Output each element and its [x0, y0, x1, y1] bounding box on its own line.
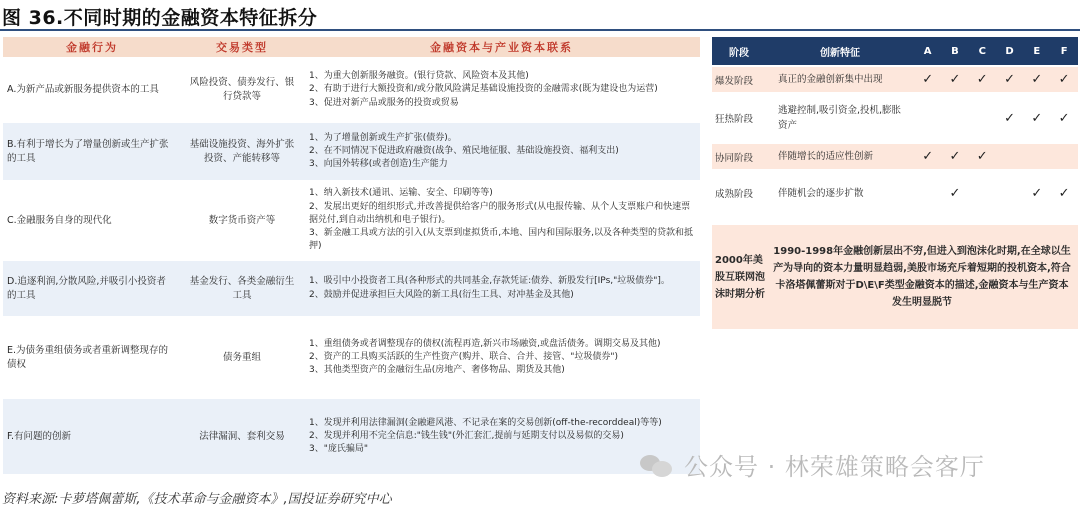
link-item: 2、有助于进行大额投资和/或分散风险满足基础设施投资的金融需求(既为建设也为运营) — [309, 84, 658, 95]
financial-behavior-table — [3, 37, 700, 474]
stage-row — [712, 169, 1078, 215]
check-mark: ✓ — [1058, 185, 1070, 201]
header-col-a: A — [923, 45, 932, 57]
header-behavior: 金融行为 — [66, 41, 118, 54]
header-links: 金融资本与产业资本联系 — [430, 41, 573, 54]
link-item: 1、吸引中小投资者工具(各种形式的共同基金,存款凭证:债券、新股发行[IPs,"垃圾债券"]。 — [309, 276, 670, 287]
table-row — [3, 122, 700, 180]
watermark-text: 公众号 · 林荣雄策略会客厅 — [684, 453, 985, 481]
header-col-b: B — [951, 45, 959, 57]
link-item: 1、为重大创新服务融资。(银行贷款、风险资本及其他) — [309, 71, 529, 82]
type-cell: 债务重组 — [222, 351, 261, 363]
check-mark: ✓ — [1004, 72, 1015, 87]
check-mark: ✓ — [949, 72, 961, 87]
behavior-cell: C.金融服务自身的现代化 — [7, 214, 112, 226]
check-mark: ✓ — [1004, 110, 1015, 126]
check-mark: ✓ — [949, 185, 961, 201]
type-cell: 基金发行、各类金融衍生工具 — [189, 275, 295, 301]
stage-row — [712, 142, 1078, 169]
behavior-cell: B.有利于增长为了增量创新或生产扩张的工具 — [7, 138, 169, 164]
feature-cell: 伴随增长的适应性创新 — [778, 151, 874, 162]
source-note: 资料来源:卡萝塔佩蕾斯,《技术革命与金融资本》,国投证券研究中心 — [2, 492, 392, 507]
links-cell — [303, 317, 700, 398]
links-cell — [303, 123, 700, 180]
link-item: 3、向国外转移(或者创造)生产能力 — [309, 159, 448, 170]
check-mark: ✓ — [1058, 72, 1070, 87]
links-cell — [303, 58, 700, 122]
behavior-cell: A.为新产品或新服务提供资本的工具 — [7, 84, 159, 95]
link-item: 1、为了增量创新或生产扩张(债券)。 — [309, 132, 457, 143]
link-item: 2、资产的工具购买活跃的生产性资产(购并、联合、合并、接管、"垃圾债券") — [309, 351, 619, 362]
table-row — [3, 57, 700, 122]
note-label: 2000年美股互联网泡沫时期分析 — [715, 254, 765, 300]
feature-cell: 逃避控制,吸引资金,投机,膨胀资产 — [778, 105, 902, 131]
link-item: 2、发现并利用不完全信息:"钱生钱"(外汇套汇,提前与延期支付以及易似的交易) — [309, 430, 624, 441]
table-header — [3, 37, 700, 57]
stage-feature-table — [712, 37, 1078, 329]
type-cell: 风险投资、债券发行、银行贷款等 — [189, 77, 295, 102]
stage-row — [712, 92, 1078, 142]
check-mark: ✓ — [1031, 185, 1043, 201]
check-mark: ✓ — [922, 149, 934, 164]
stage-cell: 协同阶段 — [715, 152, 754, 164]
figure-title: 图 36.不同时期的金融资本特征拆分 — [2, 7, 318, 29]
table-row — [3, 180, 700, 260]
link-item: 2、在不同情况下促进政府融资(战争、殖民地征服、基础设施投资、福利支出) — [309, 145, 619, 156]
link-item: 3、其他类型资产的金融衍生品(房地产、奢侈物品、期货及其他) — [309, 365, 565, 376]
behavior-cell: D.追逐利润,分散风险,并吸引小投资者的工具 — [7, 275, 166, 301]
header-type: 交易类型 — [216, 41, 268, 54]
link-item: 1、纳入新技术(通讯、运输、安全、印刷等等) — [309, 188, 493, 199]
wechat-icon — [640, 452, 674, 478]
check-mark: ✓ — [949, 149, 961, 164]
header-col-d: D — [1005, 45, 1014, 57]
stage-cell: 爆发阶段 — [715, 75, 754, 87]
stage-cell: 成熟阶段 — [715, 189, 754, 200]
stage-table-header — [712, 37, 1078, 65]
header-col-c: C — [978, 45, 986, 57]
link-item: 3、新金融工具或方法的引入(从支票到虚拟货币,本地、国内和国际服务,以及各种类型的贷款和抵押) — [309, 228, 693, 252]
table-row — [3, 398, 700, 474]
header-feature: 创新特征 — [820, 47, 860, 59]
behavior-cell: F.有问题的创新 — [7, 430, 71, 442]
header-stage: 阶段 — [729, 47, 749, 59]
type-cell: 数字货币资产等 — [208, 214, 276, 226]
check-mark: ✓ — [1031, 110, 1043, 126]
check-mark: ✓ — [1031, 72, 1043, 87]
type-cell: 基础设施投资、海外扩张投资、产能转移等 — [189, 138, 295, 164]
links-cell — [303, 261, 700, 316]
feature-cell: 真正的金融创新集中出现 — [778, 74, 883, 85]
stage-cell: 狂热阶段 — [715, 114, 754, 125]
watermark — [640, 447, 985, 482]
link-item: 2、发展出更好的组织形式,并改善提供给客户的服务形式(从电报传输、从个人支票账户和快速票据兑付,到自动出纳机和电子银行)。 — [309, 201, 691, 225]
links-cell — [303, 181, 700, 260]
check-mark: ✓ — [976, 149, 988, 164]
table-row — [3, 316, 700, 398]
header-col-f: F — [1060, 45, 1068, 57]
note-body: 1990-1998年金融创新层出不穷,但进入到泡沫化时期,在全球以生产为导向的资本力量明显趋弱,美股市场充斥着短期的投机资本,符合卡洛塔佩蕾斯对于D\E\F类型金融资本的描述,金融资本与生产资本发生明显脱节 — [773, 246, 1071, 308]
table-row — [3, 260, 700, 316]
link-item: 1、重组债务或者调整现存的债权(流程再造,新兴市场融资,或盘活债务。调期交易及其他) — [309, 338, 661, 349]
type-cell: 法律漏洞、套利交易 — [199, 430, 285, 442]
title-rule — [0, 29, 1080, 31]
check-mark: ✓ — [922, 72, 934, 87]
bubble-analysis-note — [712, 225, 1078, 329]
stage-row — [712, 65, 1078, 92]
link-item: 2、鼓励并促进承担巨大风险的新工具(衍生工具、对冲基金及其他) — [309, 289, 574, 300]
check-mark: ✓ — [976, 72, 988, 87]
link-item: 3、"庞氏骗局" — [309, 444, 369, 455]
header-col-e: E — [1033, 45, 1041, 57]
feature-cell: 伴随机会的逐步扩散 — [778, 187, 864, 199]
check-mark: ✓ — [1058, 110, 1070, 126]
behavior-cell: E.为债务重组债务或者重新调整现存的债权 — [7, 344, 169, 370]
link-item: 3、促进对新产品或服务的投资或贸易 — [309, 97, 459, 108]
link-item: 1、发现并利用法律漏洞(金融避风港、不记录在案的交易创新(off-the-recorddeal)等等) — [309, 417, 662, 428]
